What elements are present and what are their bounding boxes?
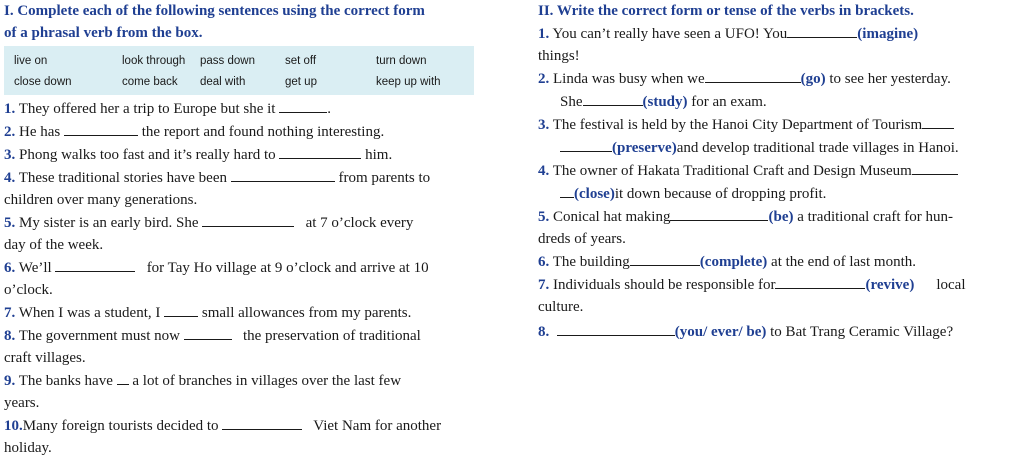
- answer-blank[interactable]: [912, 159, 958, 175]
- section-1-title-line-1: I. Complete each of the following sentences using the correct form: [4, 3, 425, 19]
- item-text-continued: craft villages.: [4, 350, 86, 366]
- item-text-continued: day of the week.: [4, 237, 104, 253]
- verb-cue: (preserve): [612, 140, 677, 156]
- item-number: 7.: [4, 305, 16, 321]
- item-text: the preservation of traditional: [239, 328, 421, 344]
- exercise-item: [4, 256, 478, 301]
- exercise-item: [538, 22, 1014, 67]
- item-number: 1.: [4, 101, 16, 117]
- verb-cue: (go): [800, 71, 826, 87]
- phrasal-verb-box: [4, 46, 474, 95]
- item-text: at the end of last month.: [767, 254, 916, 270]
- item-number: 3.: [4, 147, 16, 163]
- box-word: turn down: [376, 55, 427, 67]
- answer-blank[interactable]: [705, 67, 801, 83]
- item-text: and develop traditional trade villages in Hanoi.: [676, 140, 959, 156]
- exercise-item: [538, 205, 1014, 250]
- answer-blank[interactable]: [279, 143, 361, 159]
- answer-blank[interactable]: [775, 273, 865, 289]
- box-word: close down: [14, 76, 72, 88]
- item-number: 2.: [538, 71, 550, 87]
- box-word: pass down: [200, 55, 255, 67]
- item-text: The owner of Hakata Traditional Craft and Design Museum: [552, 163, 912, 179]
- item-text: When I was a student, I: [18, 305, 165, 321]
- item-text-continued: dreds of years.: [538, 231, 626, 247]
- item-number: 4.: [4, 170, 16, 186]
- section-1-exercises: [4, 97, 478, 459]
- exercise-item: [4, 211, 478, 256]
- item-text: Linda was busy when we: [553, 71, 705, 87]
- box-word: live on: [14, 55, 48, 67]
- answer-blank[interactable]: [279, 97, 327, 113]
- item-number: 10.: [4, 418, 23, 434]
- item-text: a lot of branches in villages over the last few: [128, 373, 402, 389]
- answer-blank[interactable]: [922, 113, 954, 129]
- item-text-continued: culture.: [538, 299, 584, 315]
- item-number: 8.: [538, 324, 550, 340]
- item-number: 4.: [538, 163, 550, 179]
- answer-blank[interactable]: [117, 369, 129, 385]
- box-word: come back: [122, 76, 178, 88]
- item-text: Viet Nam for another: [309, 418, 442, 434]
- answer-blank[interactable]: [55, 256, 135, 272]
- verb-cue: (you/ ever/ be): [674, 324, 767, 340]
- item-text: The banks have: [18, 373, 117, 389]
- item-text: He has: [19, 124, 64, 140]
- answer-blank[interactable]: [670, 205, 768, 221]
- item-text: You can’t really have seen a UFO! You: [552, 26, 788, 42]
- item-text: The festival is held by the Hanoi City Department of Tourism: [552, 117, 923, 133]
- item-text: Conical hat making: [553, 209, 671, 225]
- item-text: it down because of dropping profit.: [614, 186, 827, 202]
- item-number: 5.: [538, 209, 550, 225]
- answer-blank[interactable]: [202, 211, 294, 227]
- item-text: for an exam.: [687, 94, 767, 110]
- item-number: 5.: [4, 215, 16, 231]
- item-text-continued: years.: [4, 395, 40, 411]
- item-number: 8.: [4, 328, 16, 344]
- item-text-continued: things!: [538, 48, 580, 64]
- item-number: 7.: [538, 277, 550, 293]
- section-1-title: [4, 0, 482, 44]
- item-text: These traditional stories have been: [18, 170, 231, 186]
- verb-cue: (study): [642, 94, 688, 110]
- box-word: deal with: [200, 76, 246, 88]
- answer-blank[interactable]: [583, 90, 643, 106]
- verb-cue: (be): [768, 209, 794, 225]
- box-word: set off: [285, 55, 317, 67]
- item-text: The building: [552, 254, 630, 270]
- exercise-item: [4, 120, 478, 143]
- item-text: to see her yesterday.: [825, 71, 951, 87]
- box-word: keep up with: [376, 76, 441, 88]
- item-number: 2.: [4, 124, 16, 140]
- exercise-item: [538, 250, 1014, 273]
- item-text: The government must now: [18, 328, 184, 344]
- answer-blank[interactable]: [560, 136, 612, 152]
- item-number: 6.: [4, 260, 16, 276]
- section-1-title-line-2: of a phrasal verb from the box.: [4, 25, 203, 41]
- answer-blank[interactable]: [787, 22, 857, 38]
- answer-blank[interactable]: [222, 414, 302, 430]
- item-text: a traditional craft for hun-: [793, 209, 953, 225]
- verb-cue: (complete): [699, 254, 768, 270]
- exercise-item: [538, 320, 1014, 343]
- item-text: .: [327, 101, 331, 117]
- item-text: local: [936, 277, 966, 293]
- verb-cue: (imagine): [857, 26, 919, 42]
- section-2: [538, 0, 1014, 343]
- answer-blank[interactable]: [560, 182, 574, 198]
- answer-blank[interactable]: [557, 320, 675, 336]
- exercise-item: [4, 324, 478, 369]
- verb-cue: (revive): [865, 277, 915, 293]
- item-text: from parents to: [334, 170, 431, 186]
- item-text: for Tay Ho village at 9 o’clock and arrive at 10: [142, 260, 429, 276]
- item-number: 3.: [538, 117, 550, 133]
- item-text: Individuals should be responsible for: [553, 277, 776, 293]
- item-number: 9.: [4, 373, 16, 389]
- exercise-item: [538, 273, 1014, 318]
- item-number: 1.: [538, 26, 550, 42]
- item-text: small allowances from my parents.: [198, 305, 412, 321]
- section-2-exercises: [538, 22, 1014, 343]
- item-text-continued: children over many generations.: [4, 192, 198, 208]
- exercise-item: [4, 414, 478, 459]
- exercise-item: [538, 113, 1014, 159]
- item-text: They offered her a trip to Europe but she it: [18, 101, 280, 117]
- answer-blank[interactable]: [630, 250, 700, 266]
- exercise-item: [4, 143, 478, 166]
- item-text-continued: o’clock.: [4, 282, 53, 298]
- item-text: to Bat Trang Ceramic Village?: [766, 324, 954, 340]
- exercise-item: [4, 369, 478, 414]
- exercise-item: [4, 166, 478, 211]
- item-text: at 7 o’clock every: [301, 215, 414, 231]
- box-word: get up: [285, 76, 317, 88]
- exercise-item: [4, 97, 478, 120]
- answer-blank[interactable]: [184, 324, 232, 340]
- item-text-continued: holiday.: [4, 440, 52, 456]
- exercise-item: [538, 159, 1014, 205]
- item-text: Many foreign tourists decided to: [22, 418, 223, 434]
- item-text: We’ll: [18, 260, 56, 276]
- exercise-item: [4, 301, 478, 324]
- exercise-item: [538, 67, 1014, 113]
- answer-blank[interactable]: [231, 166, 335, 182]
- verb-cue: (close): [574, 186, 615, 202]
- answer-blank[interactable]: [64, 120, 138, 136]
- item-text: Phong walks too fast and it’s really hard to: [19, 147, 280, 163]
- section-2-title: II. Write the correct form or tense of the verbs in brackets.: [538, 3, 914, 19]
- answer-blank[interactable]: [164, 301, 198, 317]
- item-text-continued: She: [560, 94, 583, 110]
- item-text: the report and found nothing interesting.: [138, 124, 385, 140]
- item-number: 6.: [538, 254, 550, 270]
- item-text: him.: [361, 147, 393, 163]
- item-text: My sister is an early bird. She: [19, 215, 203, 231]
- box-word: look through: [122, 55, 186, 67]
